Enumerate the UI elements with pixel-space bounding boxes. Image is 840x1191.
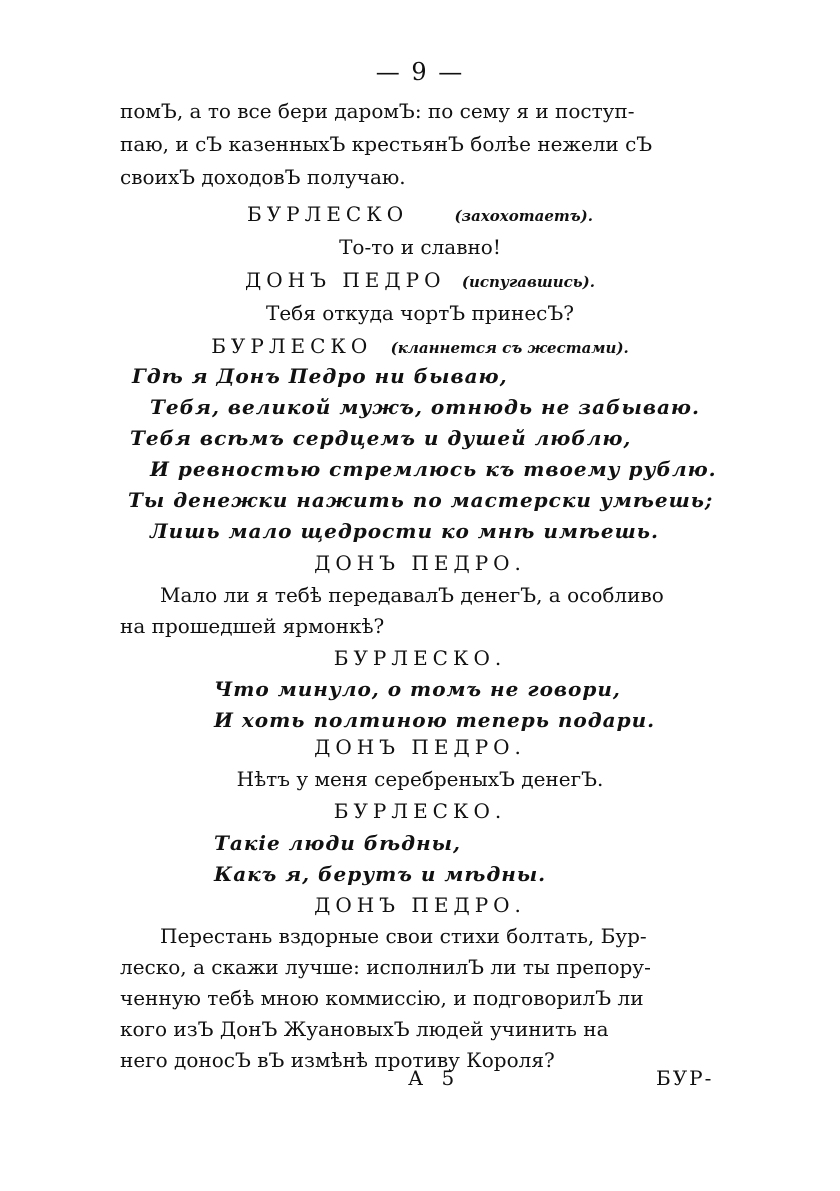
speaker-heading [0, 332, 840, 362]
text-line: Перестань вздорные свои стихи болтать, Бур- [160, 924, 647, 948]
verse-line: И хоть полтиною теперь подари. [214, 708, 656, 732]
speaker-name: ДОНЪ ПЕДРО. [314, 551, 526, 575]
verse-line: Тебя всѣмъ сердцемъ и душей люблю, [130, 426, 632, 450]
signature-mark: А 5 [408, 1066, 461, 1090]
stage-direction: (захохотаетъ). [454, 207, 593, 225]
text-line: Мало ли я тебѣ передавалЪ денегЪ, а особливо [160, 583, 664, 607]
catchword: БУР- [656, 1066, 714, 1090]
speaker-heading [0, 266, 840, 296]
verse-line: Что минуло, о томъ не говори, [214, 677, 621, 701]
speaker-name: БУРЛЕСКО [247, 202, 409, 226]
dialogue-line: Тебя откуда чортЪ принесЪ? [266, 301, 574, 325]
text-line: кого изЪ ДонЪ ЖуановыхЪ людей учинить на [120, 1017, 609, 1041]
dialogue-line: То-то и славно! [339, 235, 501, 259]
text-line: паю, и сЪ казенныхЪ крестьянЪ болѣе нежели сЪ [120, 132, 653, 156]
page-number: — 9 — [375, 58, 465, 86]
stage-direction: (кланнется съ жестами). [390, 339, 629, 357]
speaker-name: БУРЛЕСКО. [333, 799, 507, 823]
verse-line: И ревностью стремлюсь къ твоему рублю. [150, 457, 717, 481]
speaker-name: БУРЛЕСКО. [333, 646, 507, 670]
verse-line: Такіе люди бѣдны, [214, 831, 461, 855]
speaker-name: ДОНЪ ПЕДРО [244, 268, 446, 292]
text-line: леско, а скажи лучше: исполнилЪ ли ты препору- [120, 955, 651, 979]
stage-direction: (испугавшись). [461, 273, 595, 291]
speaker-name: БУРЛЕСКО [211, 334, 373, 358]
speaker-name: ДОНЪ ПЕДРО. [314, 893, 526, 917]
dialogue-line: Нѣтъ у меня серебреныхЪ денегЪ. [236, 767, 604, 791]
text-line: ченную тебѣ мною коммиссію, и подговорилЪ ли [120, 986, 644, 1010]
verse-line: Тебя, великой мужъ, отнюдь не забываю. [150, 395, 700, 419]
text-line: на прошедшей ярмонкѣ? [120, 614, 385, 638]
verse-line: Ты денежки нажить по мастерски умѣешь; [128, 488, 714, 512]
speaker-name: ДОНЪ ПЕДРО. [314, 735, 526, 759]
text-line: него доносЪ вЪ измѣнѣ противу Короля? [120, 1048, 555, 1072]
text-line: помЪ, а то все бери даромЪ: по сему я и поступ- [120, 99, 635, 123]
verse-line: Лишь мало щедрости ко мнѣ имѣешь. [150, 519, 659, 543]
verse-line: Какъ я, берутъ и мѣдны. [214, 862, 547, 886]
speaker-heading [0, 200, 840, 230]
verse-line: Гдѣ я Донъ Педро ни бываю, [132, 364, 508, 388]
text-line: своихЪ доходовЪ получаю. [120, 165, 406, 189]
